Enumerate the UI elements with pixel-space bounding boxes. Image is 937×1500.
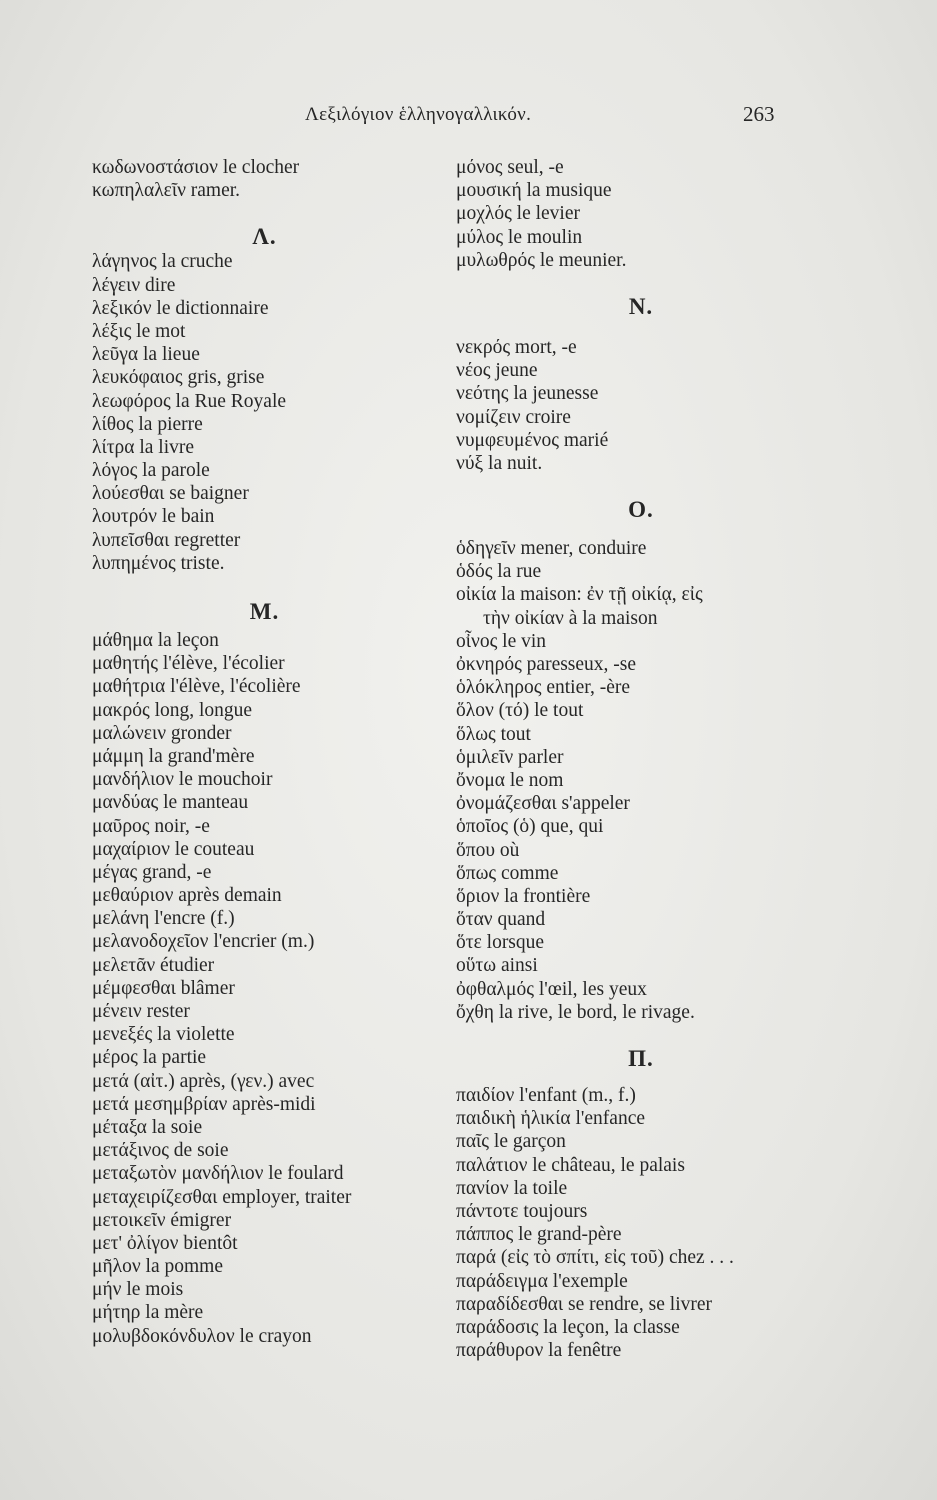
dictionary-entry: μέταξα la soie: [92, 1116, 203, 1138]
dictionary-entry: μεταξωτὸν μανδήλιον le foulard: [92, 1163, 344, 1185]
dictionary-entry: παιδικὴ ἡλικία l'enfance: [456, 1108, 646, 1130]
dictionary-entry: μαῦρος noir, -e: [92, 815, 210, 837]
dictionary-entry: μενεξές la violette: [92, 1024, 235, 1046]
dictionary-entry: μύλος le moulin: [456, 226, 583, 248]
dictionary-entry: μεθαύριον après demain: [92, 885, 282, 907]
dictionary-entry: ὁλόκληρος entier, -ère: [456, 677, 630, 699]
dictionary-entry: οἰκία la maison: ἐν τῇ οἰκίᾳ, εἰς: [456, 584, 703, 606]
dictionary-entry: νυμφευμένος marié: [456, 429, 609, 451]
dictionary-entry: παρά (εἰς τὸ σπίτι, εἰς τοῦ) chez . . .: [456, 1247, 734, 1269]
dictionary-entry: ὁδηγεῖν mener, conduire: [456, 538, 647, 560]
dictionary-entry: ὅλον (τό) le tout: [456, 700, 584, 722]
dictionary-entry: μελάνη l'encre (f.): [92, 908, 235, 930]
dictionary-entry: μακρός long, longue: [92, 699, 253, 721]
dictionary-entry: μαθήτρια l'élève, l'écolière: [92, 676, 301, 698]
section-heading-nu: N.: [628, 293, 654, 319]
dictionary-entry: παράδειγμα l'exemple: [456, 1270, 628, 1292]
section-nu-entries: [456, 336, 826, 475]
dictionary-entry: μετοικεῖν émigrer: [92, 1209, 232, 1231]
dictionary-entry: ὁποῖος (ὁ) que, qui: [456, 816, 604, 838]
dictionary-entry: μετ' ὀλίγον bientôt: [92, 1232, 238, 1254]
running-title: Λεξιλόγιον ἑλληνογαλλικόν.: [305, 104, 532, 125]
dictionary-entry: λεῦγα la lieue: [92, 344, 200, 366]
dictionary-entry: κωδωνοστάσιον le clocher: [92, 157, 300, 178]
dictionary-entry: λέξις le mot: [92, 320, 186, 342]
dictionary-entry: μυλωθρός le meunier.: [456, 249, 627, 271]
dictionary-entry: μελετᾶν étudier: [92, 954, 215, 976]
dictionary-entry: λεξικόν le dictionnaire: [92, 297, 269, 319]
dictionary-entry: ὅλως tout: [456, 723, 531, 745]
dictionary-entry: οἶνος le vin: [456, 630, 547, 652]
dictionary-entry: λίτρα la livre: [92, 436, 195, 458]
section-mu-continued-entries: [456, 156, 826, 272]
dictionary-entry: λουτρόν le bain: [92, 506, 215, 528]
dictionary-entry: μέμφεσθαι blâmer: [92, 977, 235, 999]
section-mu-entries: [92, 629, 437, 1348]
dictionary-entry: λεωφόρος la Rue Royale: [92, 390, 287, 412]
dictionary-entry: μάμμη la grand'mère: [92, 745, 255, 767]
dictionary-entry: παράθυρον la fenêtre: [456, 1340, 622, 1362]
dictionary-entry: μετάξινος de soie: [92, 1140, 229, 1162]
dictionary-entry: ὅταν quand: [456, 909, 546, 931]
dictionary-entry: μήτηρ la mère: [92, 1302, 204, 1324]
dictionary-entry: μανδύας le manteau: [92, 792, 249, 814]
dictionary-entry: πάντοτε toujours: [456, 1200, 588, 1222]
dictionary-entry: παλάτιον le château, le palais: [456, 1154, 685, 1176]
section-heading-omicron: O.: [628, 497, 654, 523]
dictionary-entry: μήν le mois: [92, 1279, 184, 1301]
dictionary-entry: νέος jeune: [456, 360, 538, 382]
dictionary-entry: ὀνομάζεσθαι s'appeler: [456, 793, 630, 815]
dictionary-entry: ὀφθαλμός l'œil, les yeux: [456, 978, 647, 1000]
dictionary-entry: ὅτε lorsque: [456, 932, 545, 954]
section-heading-pi: Π.: [628, 1046, 654, 1071]
dictionary-entry: πάππος le grand-père: [456, 1224, 622, 1246]
left-column: [92, 156, 437, 1348]
dictionary-entry: λυπεῖσθαι regretter: [92, 529, 241, 551]
dictionary-entry: παράδοσις la leçon, la classe: [456, 1316, 680, 1338]
dictionary-entry: μουσική la musique: [456, 180, 612, 202]
dictionary-entry: λυπημένος triste.: [92, 552, 225, 574]
dictionary-entry: ὄνομα le nom: [456, 769, 564, 791]
page-header: [0, 104, 937, 134]
dictionary-entry: τὴν οἰκίαν à la maison: [483, 607, 658, 629]
dictionary-entry: μένειν rester: [92, 1001, 190, 1022]
dictionary-entry: μέρος la partie: [92, 1047, 207, 1069]
dictionary-entry: λάγηνος la cruche: [92, 251, 233, 273]
dictionary-entry: μάθημα la leçon: [92, 630, 219, 651]
dictionary-entry: μαχαίριον le couteau: [92, 838, 255, 860]
dictionary-entry: μαθητής l'élève, l'écolier: [92, 653, 285, 675]
dictionary-entry: μέγας grand, -e: [92, 861, 212, 883]
dictionary-entry: νύξ la nuit.: [456, 452, 543, 474]
dictionary-entry: νεκρός mort, -e: [456, 336, 577, 358]
dictionary-entry: παῖς le garçon: [456, 1131, 566, 1153]
section-pi-entries: [456, 1084, 826, 1362]
right-column: [456, 156, 826, 1362]
dictionary-entry: λούεσθαι se baigner: [92, 483, 249, 505]
dictionary-entry: οὕτω ainsi: [456, 955, 538, 977]
dictionary-entry: λευκόφαιος gris, grise: [92, 367, 265, 389]
dictionary-entry: λίθος la pierre: [92, 413, 203, 435]
dictionary-entry: μολυβδοκόνδυλον le crayon: [92, 1325, 312, 1347]
dictionary-entry: μαλώνειν gronder: [92, 722, 232, 744]
page-number: 263: [743, 102, 775, 126]
dictionary-entry: μοχλός le levier: [456, 203, 580, 225]
dictionary-entry: ὅριον la frontière: [456, 885, 591, 907]
dictionary-entry: κωπηλαλεῖν ramer.: [92, 180, 241, 202]
section-lambda-entries: [92, 250, 437, 575]
section-heading-lambda: Λ.: [252, 224, 277, 250]
dictionary-entry: νομίζειν croire: [456, 406, 571, 428]
dictionary-entry: λέγειν dire: [92, 274, 176, 296]
section-heading-mu: M.: [249, 599, 280, 624]
dictionary-entry: παραδίδεσθαι se rendre, se livrer: [456, 1293, 713, 1315]
section-omicron-entries: [456, 537, 826, 1024]
dictionary-entry: μῆλον la pomme: [92, 1256, 223, 1278]
dictionary-entry: ὁδός la rue: [456, 561, 542, 583]
dictionary-entry: πανίον la toile: [456, 1177, 568, 1199]
dictionary-entry: μανδήλιον le mouchoir: [92, 769, 273, 791]
dictionary-entry: παιδίον l'enfant (m., f.): [456, 1085, 636, 1106]
dictionary-entry: ὅπου où: [456, 839, 520, 861]
dictionary-entry: μετά (αἰτ.) après, (γεν.) avec: [92, 1070, 315, 1092]
dictionary-entry: ὅπως comme: [456, 862, 559, 884]
dictionary-entry: μόνος seul, -e: [456, 157, 564, 178]
dictionary-entry: νεότης la jeunesse: [456, 383, 599, 405]
dictionary-entry: μεταχειρίζεσθαι employer, traiter: [92, 1186, 352, 1208]
dictionary-entry: λόγος la parole: [92, 460, 210, 482]
dictionary-entry: μελανοδοχεῖον l'encrier (m.): [92, 931, 315, 953]
dictionary-entry: ὁμιλεῖν parler: [456, 746, 564, 768]
dictionary-entry: ὀκνηρός paresseux, -se: [456, 654, 637, 675]
dictionary-entry: μετά μεσημβρίαν après-midi: [92, 1093, 316, 1115]
dictionary-entry: ὄχθη la rive, le bord, le rivage.: [456, 1001, 695, 1023]
